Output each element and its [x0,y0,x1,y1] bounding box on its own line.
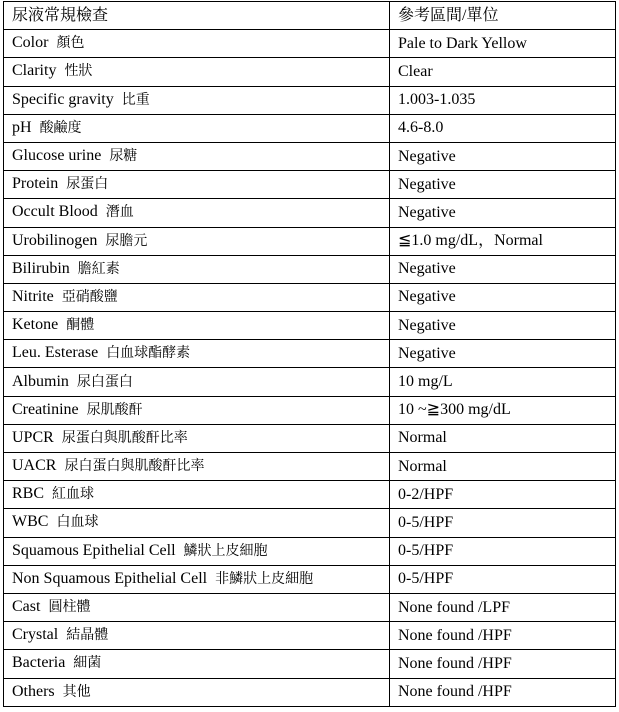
test-name-zh: 尿膽元 [105,233,148,249]
reference-range-cell: Negative [390,283,616,311]
table-row [4,622,616,650]
test-name-zh: 結晶體 [66,628,109,644]
reference-range-cell: Clear [390,58,616,86]
table-row [4,565,616,593]
test-name-en: pH [12,118,32,136]
reference-range-cell: Normal [390,453,616,481]
test-name-cell [4,227,390,255]
test-name-en: UPCR [12,428,54,446]
reference-range-cell: Negative [390,312,616,340]
test-name-en: Urobilinogen [12,231,98,249]
test-name-zh: 非鱗狀上皮細胞 [215,571,314,587]
test-name-cell [4,481,390,509]
table-row [4,86,616,114]
table-row [4,650,616,678]
table-row [4,312,616,340]
test-name-cell [4,114,390,142]
test-name-zh: 其他 [62,684,91,700]
test-name-en: Leu. Esterase [12,344,99,362]
test-name-zh: 顏色 [56,36,85,52]
table-header-row [4,2,616,30]
test-name-zh: 尿肌酸酐 [86,402,143,418]
table-row [4,340,616,368]
table-row [4,171,616,199]
test-name-cell [4,255,390,283]
test-name-zh: 酮體 [66,318,95,334]
test-name-zh: 尿蛋白 [66,177,109,193]
test-name-cell [4,453,390,481]
test-name-cell [4,340,390,368]
test-name-zh: 性狀 [64,64,93,80]
test-name-cell [4,199,390,227]
urinalysis-reference-table [3,1,616,707]
reference-range-cell: Pale to Dark Yellow [390,30,616,58]
table-row [4,142,616,170]
reference-range-cell: 0-5/HPF [390,509,616,537]
reference-range-cell: 4.6-8.0 [390,114,616,142]
test-name-zh: 尿白蛋白 [76,374,133,390]
reference-range-cell: Negative [390,340,616,368]
test-name-cell [4,368,390,396]
table-row [4,58,616,86]
test-name-en: Cast [12,598,41,616]
test-name-en: Nitrite [12,287,54,305]
test-name-zh: 紅血球 [52,487,95,503]
test-name-cell [4,30,390,58]
test-name-cell [4,537,390,565]
table-row [4,255,616,283]
reference-range-cell: Normal [390,424,616,452]
table-row [4,424,616,452]
test-name-en: Specific gravity [12,90,114,108]
reference-range-cell: None found /HPF [390,650,616,678]
test-name-en: WBC [12,513,49,531]
test-name-en: UACR [12,457,57,475]
reference-range-cell: 1.003-1.035 [390,86,616,114]
header-reference-range: 參考區間/單位 [390,2,616,30]
test-name-en: Protein [12,175,59,193]
reference-range-cell: None found /HPF [390,678,616,706]
table-row [4,368,616,396]
test-name-en: Creatinine [12,400,79,418]
test-name-cell [4,58,390,86]
reference-range-cell: Negative [390,255,616,283]
test-name-cell [4,593,390,621]
test-name-en: Occult Blood [12,203,98,221]
test-name-zh: 白血球 [56,515,99,531]
reference-range-cell: 0-5/HPF [390,565,616,593]
reference-range-cell: ≦1.0 mg/dL，Normal [390,227,616,255]
table-row [4,396,616,424]
table-row [4,30,616,58]
test-name-cell [4,86,390,114]
reference-range-cell: 0-5/HPF [390,537,616,565]
test-name-zh: 尿蛋白與肌酸酐比率 [61,430,188,446]
test-name-en: Glucose urine [12,147,102,165]
table-row [4,227,616,255]
test-name-zh: 膽紅素 [77,261,120,277]
test-name-cell [4,622,390,650]
reference-range-cell: Negative [390,171,616,199]
test-name-cell [4,509,390,537]
reference-range-cell: 0-2/HPF [390,481,616,509]
table-row [4,481,616,509]
test-name-zh: 酸鹼度 [39,120,82,136]
table-row [4,537,616,565]
test-name-en: RBC [12,485,45,503]
test-name-zh: 比重 [121,92,150,108]
test-name-en: Clarity [12,62,57,80]
test-name-zh: 尿白蛋白與肌酸酐比率 [64,459,205,475]
test-name-zh: 亞硝酸鹽 [61,289,118,305]
test-name-cell [4,424,390,452]
test-name-cell [4,565,390,593]
test-name-cell [4,283,390,311]
table-row [4,283,616,311]
test-name-cell [4,312,390,340]
test-name-en: Albumin [12,372,69,390]
table-row [4,678,616,706]
reference-range-cell: None found /LPF [390,593,616,621]
test-name-en: Squamous Epithelial Cell [12,541,176,559]
test-name-zh: 細菌 [73,656,102,672]
header-test-name: 尿液常規檢查 [4,2,390,30]
reference-range-cell: 10 mg/L [390,368,616,396]
test-name-en: Color [12,34,49,52]
reference-range-cell: 10 ~≧300 mg/dL [390,396,616,424]
table-row [4,453,616,481]
test-name-zh: 潛血 [105,205,134,221]
test-name-cell [4,396,390,424]
reference-range-cell: None found /HPF [390,622,616,650]
test-name-en: Ketone [12,316,59,334]
test-name-zh: 尿糖 [109,149,138,165]
table-row [4,509,616,537]
test-name-en: Others [12,682,55,700]
test-name-cell [4,678,390,706]
reference-range-cell: Negative [390,142,616,170]
test-name-zh: 白血球酯酵素 [106,346,191,362]
test-name-en: Bacteria [12,654,66,672]
reference-range-cell: Negative [390,199,616,227]
test-name-en: Bilirubin [12,259,70,277]
test-name-zh: 圓柱體 [48,600,91,616]
test-name-zh: 鱗狀上皮細胞 [183,543,268,559]
test-name-cell [4,650,390,678]
table-row [4,199,616,227]
table-row [4,593,616,621]
test-name-cell [4,142,390,170]
test-name-en: Crystal [12,626,59,644]
test-name-cell [4,171,390,199]
table-row [4,114,616,142]
test-name-en: Non Squamous Epithelial Cell [12,569,208,587]
